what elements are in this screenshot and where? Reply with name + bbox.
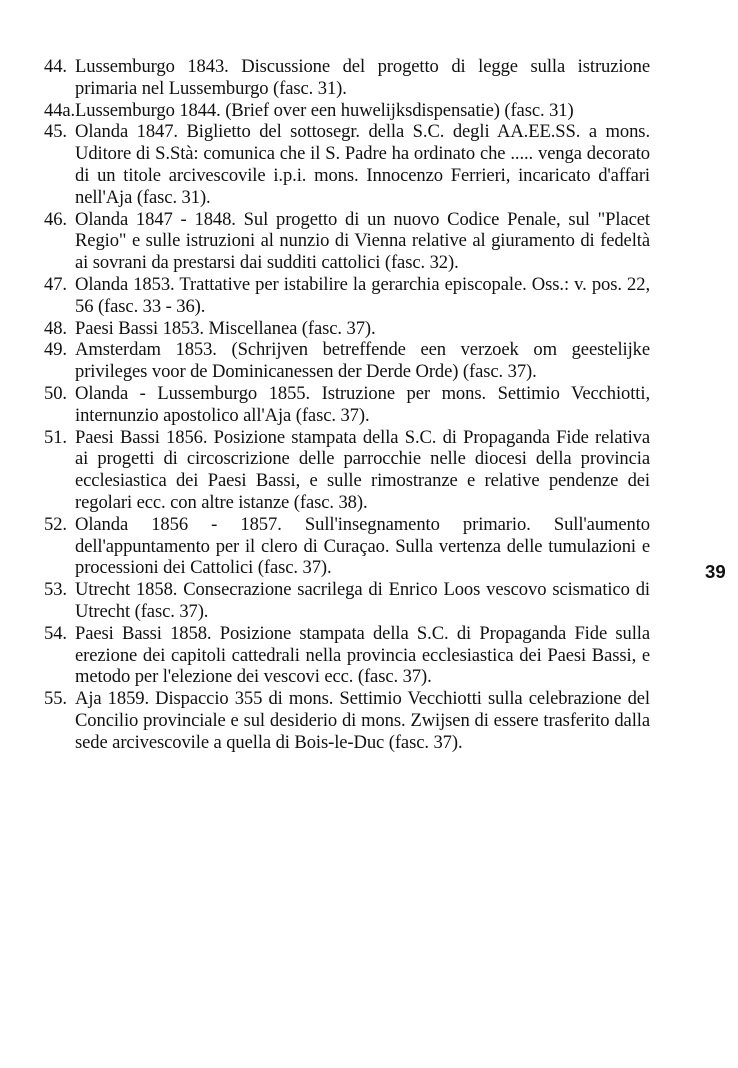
- entry-number: 55.: [44, 688, 67, 710]
- entry-text: Olanda 1847 - 1848. Sul progetto di un nuovo Codice Penale, sul "Placet Regio" e sulle istruzioni al nunzio di Vienna relative al giuramento di fedeltà ai sovrani da prestarsi dai sudditi cattolici (fasc. 32).: [75, 208, 650, 274]
- entry-number: 51.: [44, 426, 67, 448]
- list-item: [44, 427, 650, 514]
- entry-text: Olanda 1847. Biglietto del sottosegr. della S.C. degli AA.EE.SS. a mons. Uditore di S.Stà: comunica che il S. Padre ha ordinato che ..... venga decorato di un titole arcivescovile i.p.i. mons. Innocenzo Ferrieri, incaricato d'affari nell'Aja (fasc. 31).: [75, 121, 650, 208]
- list-item: [44, 121, 650, 208]
- entry-number: 50.: [44, 382, 67, 404]
- list-item: [44, 100, 650, 122]
- entry-number: 47.: [44, 273, 67, 295]
- entry-text: Utrecht 1858. Consecrazione sacrilega di Enrico Loos vescovo scismatico di Utrecht (fasc. 37).: [75, 579, 650, 622]
- entry-number: 45.: [44, 121, 67, 143]
- entry-text: Paesi Bassi 1856. Posizione stampata della S.C. di Propaganda Fide relativa ai progetti di circoscrizione delle parrocchie nelle diocesi della provincia ecclesiastica dei Paesi Bassi, e sulle rimostranze e relative pendenze dei regolari ecc. con altre istanze (fasc. 38).: [75, 426, 650, 513]
- entry-number: 44a.: [44, 99, 76, 121]
- entry-text: Lussemburgo 1843. Discussione del progetto di legge sulla istruzione primaria nel Lussemburgo (fasc. 31).: [75, 56, 650, 99]
- entry-number: 49.: [44, 339, 67, 361]
- list-item: [44, 688, 650, 753]
- entry-list: [44, 56, 650, 754]
- list-item: [44, 579, 650, 623]
- list-item: [44, 514, 650, 579]
- list-item: [44, 339, 650, 383]
- entry-text: Amsterdam 1853. (Schrijven betreffende een verzoek om geestelijke privileges voor de Dominicanessen der Derde Orde) (fasc. 37).: [75, 339, 650, 383]
- entry-text: Lussemburgo 1844. (Brief over een huwelijksdispensatie) (fasc. 31): [75, 99, 574, 121]
- list-item: [44, 56, 650, 100]
- list-item: [44, 318, 650, 340]
- entry-text: Olanda - Lussemburgo 1855. Istruzione per mons. Settimio Vecchiotti, internunzio apostolico all'Aja (fasc. 37).: [75, 382, 650, 426]
- entry-text: Paesi Bassi 1858. Posizione stampata della S.C. di Propaganda Fide sulla erezione dei capitoli cattedrali nella provincia ecclesiastica dei Paesi Bassi, e metodo per l'elezione dei vescovi ecc. (fasc. 37).: [75, 622, 650, 688]
- entry-number: 52.: [44, 513, 67, 535]
- entry-number: 54.: [44, 622, 67, 644]
- entry-number: 44.: [44, 56, 67, 77]
- entry-text: Olanda 1856 - 1857. Sull'insegnamento primario. Sull'aumento dell'appuntamento per il clero di Curaçao. Sulla vertenza delle tumulazioni e processioni dei Cattolici (fasc. 37).: [75, 513, 650, 579]
- entry-text: Olanda 1853. Trattative per istabilire la gerarchia episcopale. Oss.: v. pos. 22, 56 (fasc. 33 - 36).: [75, 273, 650, 317]
- entry-number: 53.: [44, 579, 67, 601]
- page-number: 39: [705, 561, 726, 582]
- list-item: [44, 209, 650, 274]
- list-item: [44, 274, 650, 318]
- entry-number: 46.: [44, 208, 67, 230]
- entry-text: Aja 1859. Dispaccio 355 di mons. Settimio Vecchiotti sulla celebrazione del Concilio provinciale e sul desiderio di mons. Zwijsen di essere trasferito dalla sede arcivescovile a quella di Bois-le-Duc (fasc. 37).: [75, 688, 650, 753]
- list-item: [44, 383, 650, 427]
- list-item: [44, 623, 650, 688]
- entry-number: 48.: [44, 317, 67, 339]
- entry-text: Paesi Bassi 1853. Miscellanea (fasc. 37).: [75, 317, 376, 339]
